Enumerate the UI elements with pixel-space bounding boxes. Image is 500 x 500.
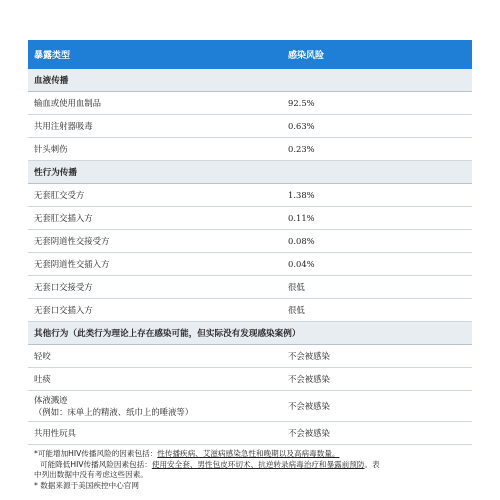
exposure-type-cell: 输血或使用血制品 bbox=[28, 92, 282, 115]
footnote-prefix: 可能降低HIV传播风险因素包括： bbox=[40, 459, 152, 469]
table-row bbox=[28, 138, 472, 161]
section-title: 血液传播 bbox=[28, 69, 472, 92]
table-row bbox=[28, 253, 472, 276]
table-header-row bbox=[28, 40, 472, 69]
footnote-underlined: 使用安全套、男性包皮环切术、抗逆转录病毒治疗和暴露前预防 bbox=[151, 459, 365, 469]
table-row bbox=[28, 207, 472, 230]
risk-cell: 1.38% bbox=[282, 184, 472, 207]
header-exposure-type: 暴露类型 bbox=[28, 40, 282, 69]
footnote-continuation: 中列出数据中没有考虑这些因素。 bbox=[34, 470, 148, 479]
section-row bbox=[28, 322, 472, 345]
table-row bbox=[28, 230, 472, 253]
footnote-prefix: *可能增加HIV传播风险的因素包括： bbox=[34, 449, 158, 458]
section-title: 其他行为（此类行为理论上存在感染可能，但实际没有发现感染案例） bbox=[28, 322, 472, 345]
exposure-type-cell: 吐痰 bbox=[28, 368, 282, 391]
table-row bbox=[28, 184, 472, 207]
risk-cell: 0.08% bbox=[282, 230, 472, 253]
exposure-type-example: （例如：床单上的精液、纸巾上的唾液等） bbox=[34, 407, 194, 417]
exposure-type-cell: 共用性玩具 bbox=[28, 422, 282, 445]
footnote-underlined: 性传播疾病、艾滋病感染急性和晚期以及高病毒数量。 bbox=[157, 449, 340, 458]
exposure-type-cell: 无套口交接受方 bbox=[28, 276, 282, 299]
risk-cell: 92.5% bbox=[282, 92, 472, 115]
risk-table-sheet bbox=[28, 40, 472, 491]
table-row bbox=[28, 422, 472, 445]
table-row bbox=[28, 391, 472, 422]
table-row bbox=[28, 92, 472, 115]
section-row bbox=[28, 69, 472, 92]
footnotes bbox=[28, 449, 472, 491]
table-row bbox=[28, 368, 472, 391]
table-row bbox=[28, 115, 472, 138]
exposure-type-cell: 无套阴道性交接受方 bbox=[28, 230, 282, 253]
exposure-type-cell: 无套阴道性交插入方 bbox=[28, 253, 282, 276]
risk-cell: 很低 bbox=[282, 299, 472, 322]
risk-cell: 0.11% bbox=[282, 207, 472, 230]
risk-cell: 很低 bbox=[282, 276, 472, 299]
exposure-type-cell: 无套口交插入方 bbox=[28, 299, 282, 322]
exposure-type-cell: 针头刺伤 bbox=[28, 138, 282, 161]
footnote-risk-decrease bbox=[28, 460, 472, 471]
risk-cell: 不会被感染 bbox=[282, 345, 472, 368]
risk-cell: 不会被感染 bbox=[282, 391, 472, 422]
table-row bbox=[28, 276, 472, 299]
exposure-type-cell: 轻咬 bbox=[28, 345, 282, 368]
hiv-risk-table bbox=[28, 40, 472, 445]
header-infection-risk: 感染风险 bbox=[282, 40, 472, 69]
section-row bbox=[28, 161, 472, 184]
exposure-type-cell bbox=[28, 391, 282, 422]
risk-cell: 不会被感染 bbox=[282, 422, 472, 445]
risk-cell: 0.04% bbox=[282, 253, 472, 276]
footnote-risk-increase bbox=[28, 449, 472, 460]
exposure-type-cell: 共用注射器吸毒 bbox=[28, 115, 282, 138]
exposure-type-cell: 无套肛交受方 bbox=[28, 184, 282, 207]
footnote-source: * 数据来源于美国疾控中心官网 bbox=[34, 480, 139, 490]
exposure-type-main: 体液溅迹 bbox=[34, 395, 68, 405]
footnote-suffix: 。表 bbox=[364, 459, 380, 469]
exposure-type-cell: 无套肛交插入方 bbox=[28, 207, 282, 230]
table-row bbox=[28, 299, 472, 322]
section-title: 性行为传播 bbox=[28, 161, 472, 184]
risk-cell: 0.63% bbox=[282, 115, 472, 138]
risk-cell: 不会被感染 bbox=[282, 368, 472, 391]
risk-cell: 0.23% bbox=[282, 138, 472, 161]
table-row bbox=[28, 345, 472, 368]
